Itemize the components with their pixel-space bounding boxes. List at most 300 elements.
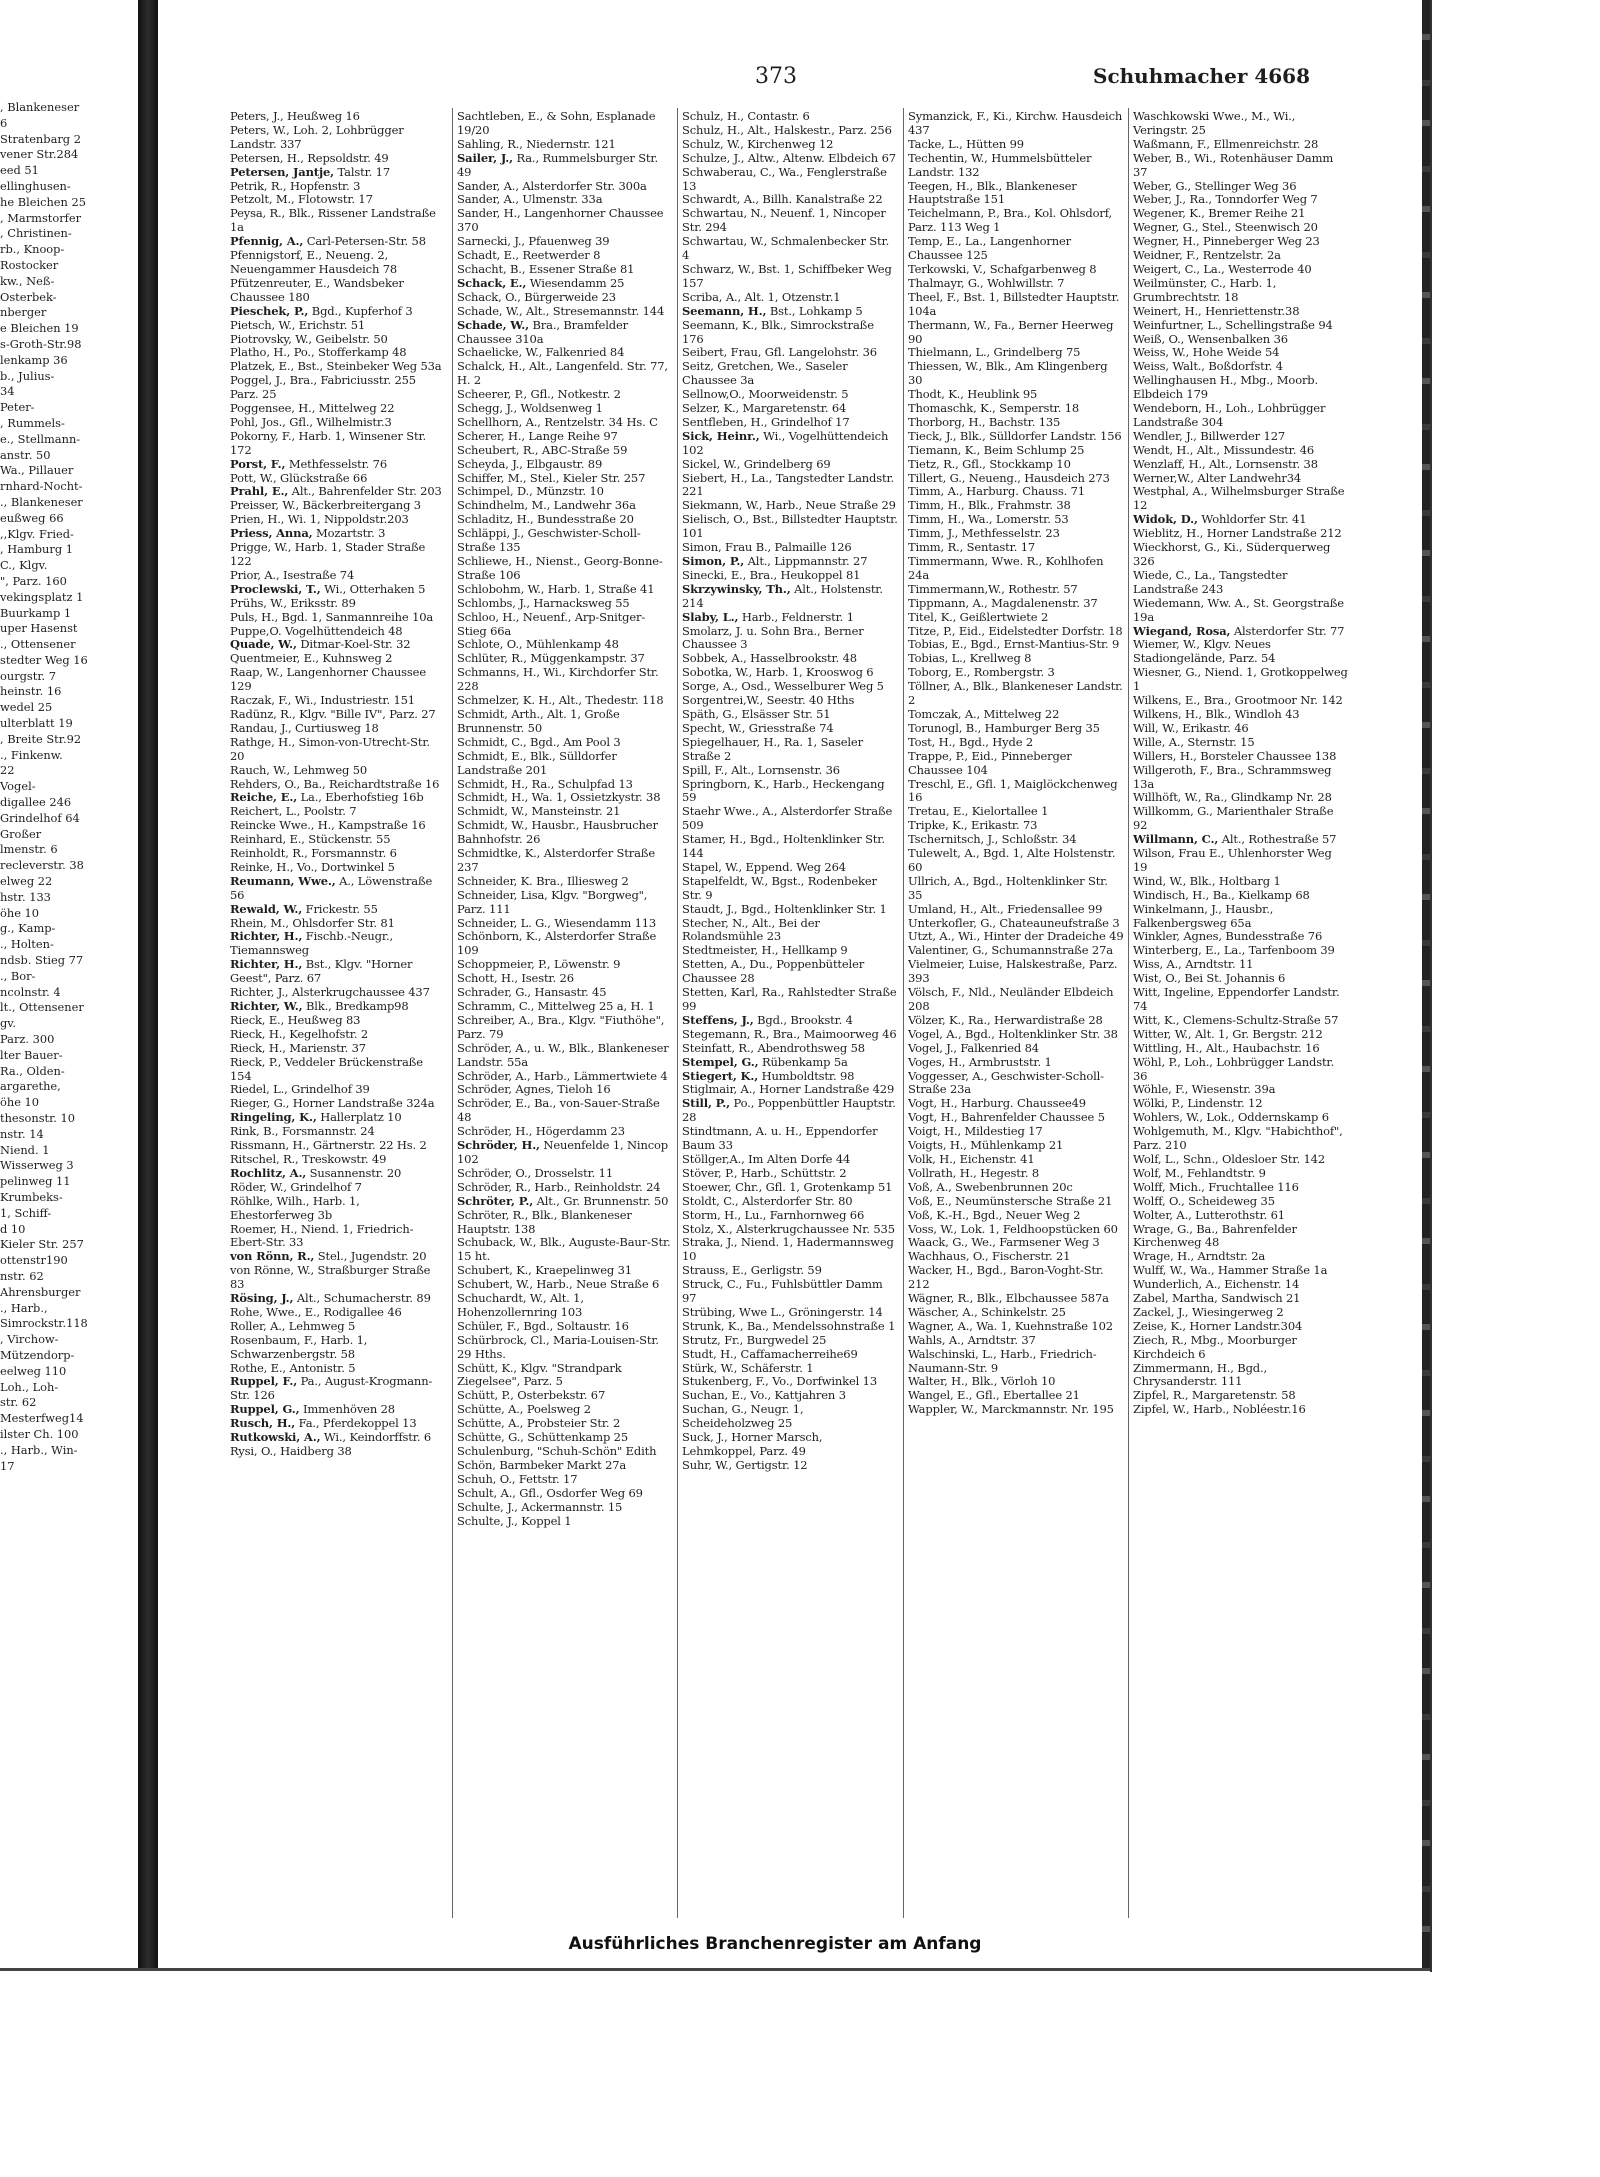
directory-entry	[682, 541, 898, 555]
directory-entry	[457, 972, 673, 986]
directory-entry	[230, 708, 446, 722]
entry-address: Ba., Reichardtstraße 16	[300, 776, 440, 791]
entry-address: u. W., Blk., Blankeneser Landstr. 55a	[457, 1040, 669, 1069]
directory-entry	[1133, 374, 1349, 402]
entry-address: Bra., Bramfelder Chaussee 310a	[457, 317, 628, 346]
entry-address: Methfesselstr. 23	[958, 526, 1060, 541]
entry-address: Fruchtallee 116	[1204, 1179, 1299, 1194]
entry-address: Palmaille 126	[771, 540, 852, 555]
entry-address: Osterbekstr. 67	[513, 1388, 606, 1403]
entry-name: Völzer, K.,	[908, 1012, 965, 1027]
entry-address: Harb., Nobléestr.16	[1189, 1402, 1306, 1417]
entry-address: Altw., Altenw. Elbdeich 67	[744, 150, 896, 165]
entry-address: Clemens-Schultz-Straße 57	[1179, 1012, 1339, 1027]
entry-address: Neuenf., Arp-Snitger-Stieg 66a	[457, 609, 646, 638]
directory-entry	[457, 708, 673, 736]
entry-name: Sailer, J.,	[457, 150, 513, 165]
previous-page-line: pelinweg 11	[0, 1174, 71, 1189]
entry-name: Randau, J.,	[230, 720, 292, 735]
entry-address: Gfl. 1, Grotenkamp 51	[762, 1179, 893, 1194]
entry-address: Bgd., Chrysanderstr. 111	[1133, 1360, 1268, 1389]
entry-address: Heublink 95	[963, 387, 1038, 402]
entry-address: Wiesenstr. 39a	[1188, 1082, 1276, 1097]
entry-address: Schellingstraße 94	[1221, 317, 1333, 332]
entry-name: Vogt, H.,	[908, 1096, 958, 1111]
directory-entry	[682, 1167, 898, 1181]
entry-address: Alsterkrugchaussee Nr. 535	[732, 1221, 895, 1236]
entry-name: Schütt, K.,	[457, 1360, 517, 1375]
directory-entry	[682, 958, 898, 986]
entry-name: Thodt, K.,	[908, 387, 964, 402]
directory-entry	[682, 416, 898, 430]
directory-entry	[682, 1028, 898, 1042]
directory-entry	[457, 1487, 673, 1501]
directory-entry	[1133, 972, 1349, 986]
directory-entry	[230, 346, 446, 360]
entry-name: Rieger, G.,	[230, 1096, 290, 1111]
entry-name: Stetten, A.,	[682, 957, 746, 972]
entry-address: Harb., Reinholdstr. 24	[530, 1179, 661, 1194]
entry-name: Wöhl, P.,	[1133, 1054, 1181, 1069]
entry-address: Wilhelmsburger Straße 12	[1133, 484, 1345, 513]
previous-page-line: ottenstr190	[0, 1253, 68, 1268]
entry-name: Röder, W.,	[230, 1179, 287, 1194]
entry-name: Widok, D.,	[1133, 512, 1198, 527]
entry-address: Alt., Bahrenfelder Str. 203	[288, 484, 442, 499]
directory-entry	[908, 750, 1124, 778]
directory-entry	[457, 1236, 673, 1264]
entry-address: Loh., Lohbrügger Landstr. 36	[1133, 1054, 1335, 1083]
directory-entry	[1133, 1181, 1349, 1195]
entry-address: Bgd., Hyde 2	[955, 734, 1034, 749]
entry-name: Rutkowski, A.,	[230, 1430, 321, 1445]
directory-entry	[1133, 138, 1349, 152]
entry-address: Hallerplatz 10	[316, 1110, 402, 1125]
directory-entry	[908, 1334, 1124, 1348]
entry-address: Drosselstr. 11	[530, 1165, 614, 1180]
entry-name: Puls, H.,	[230, 609, 279, 624]
directory-entry	[1133, 1125, 1349, 1153]
previous-page-line: ., Holten-	[0, 937, 54, 952]
entry-name: Sachtleben, E.,	[457, 110, 544, 123]
previous-page-line: ulterblatt 19	[0, 716, 73, 731]
directory-entry	[682, 430, 898, 458]
directory-entry	[230, 722, 446, 736]
entry-name: Will, W.,	[1133, 720, 1179, 735]
directory-entry	[230, 638, 446, 652]
entry-name: Voigts, H.,	[908, 1138, 967, 1153]
directory-entry	[682, 986, 898, 1014]
directory-entry	[457, 1389, 673, 1403]
entry-name: Prigge, W.,	[230, 540, 292, 555]
entry-address: Moorweidenstr. 5	[744, 387, 849, 402]
directory-entry	[457, 1278, 673, 1292]
entry-name: Schrader, G.,	[457, 985, 531, 1000]
entry-name: Tippmann, A.,	[908, 595, 988, 610]
entry-address: Rübenkamp 5a	[758, 1054, 848, 1069]
entry-name: Reumann, Wwe.,	[230, 873, 336, 888]
directory-entry	[230, 1195, 446, 1223]
directory-entry	[230, 124, 446, 152]
entry-address: Magdalenenstr. 37	[987, 595, 1098, 610]
directory-entry	[457, 819, 673, 847]
entry-address: Gärtnerstr. 22 Hs. 2	[309, 1138, 427, 1153]
entry-name: Wolff, O.,	[1133, 1193, 1185, 1208]
entry-address: "Schuh-Schön" Edith Schön, Barmbeker Markt 27a	[457, 1444, 657, 1472]
entry-address: Klgv. Neues Stadiongelände, Parz. 54	[1133, 637, 1276, 666]
entry-address: Harb. 1, Schwarzenbergstr. 58	[230, 1332, 368, 1361]
entry-name: Suchan, E.,	[682, 1388, 747, 1403]
entry-address: Harb. 1, Ehestorferweg 3b	[230, 1193, 360, 1222]
entry-name: Strunk, K.,	[682, 1318, 744, 1333]
entry-name: Sinecki, E.,	[682, 567, 747, 582]
entry-name: Schläppi, J.,	[457, 526, 525, 541]
entry-address: Eid., Pinneberger Chaussee 104	[908, 748, 1072, 777]
entry-name: Schulz, H.,	[682, 122, 744, 137]
entry-name: Strutz, Fr.,	[682, 1332, 744, 1347]
entry-name: Schwarz, W.,	[682, 261, 755, 276]
binding-edge	[1422, 0, 1430, 1970]
directory-entry	[457, 458, 673, 472]
directory-entry	[1133, 875, 1349, 889]
directory-entry	[457, 1125, 673, 1139]
previous-page-line: 17	[0, 1458, 15, 1473]
entry-address: Bst. 1, Billstedter Hauptstr. 104a	[908, 289, 1120, 318]
entry-address: Wi., Vogelhüttendeich 102	[682, 428, 889, 457]
entry-name: Schröder, R.,	[457, 1179, 531, 1194]
column-rule	[903, 108, 904, 1918]
directory-entry	[457, 611, 673, 639]
entry-name: Thomaschk, K.,	[908, 401, 996, 416]
entry-address: La., Tangstedter Landstr. 221	[682, 470, 895, 499]
directory-entry	[457, 319, 673, 347]
entry-address: Glückstraße 66	[276, 470, 368, 485]
entry-address: Blk., Sülldorfer Landstraße 201	[457, 748, 617, 777]
directory-entry	[908, 833, 1124, 847]
entry-address: Blk., Blankeneser Hauptstraße 151	[908, 178, 1077, 207]
entry-name: Tomczak, A.,	[908, 706, 981, 721]
entry-address: Erikastr. 46	[1178, 720, 1249, 735]
entry-address: Alt., Friedensallee 99	[976, 901, 1103, 916]
previous-page-line: Simrockstr.118	[0, 1316, 88, 1331]
directory-entry	[230, 930, 446, 958]
entry-address: Ditmar-Koel-Str. 32	[296, 637, 411, 652]
entry-name: Werner,W.,	[1133, 470, 1194, 485]
entry-name: Schlüter, R.,	[457, 651, 527, 666]
entry-name: Schulz, H.,	[682, 110, 744, 123]
entry-address: La., Tarfenboom 39	[1220, 943, 1335, 958]
directory-entry	[1133, 1056, 1349, 1084]
entry-name: Sellnow,O.,	[682, 387, 745, 402]
entry-address: Immenhöven 28	[299, 1402, 395, 1417]
directory-entry	[457, 1320, 673, 1334]
entry-address: Ba., Mendelssohnstraße 1	[743, 1318, 896, 1333]
directory-entry	[1133, 430, 1349, 444]
entry-name: Stegemann, R.,	[682, 1026, 770, 1041]
entry-address: Vo., Dortwinkel 5	[293, 859, 395, 874]
directory-entry	[908, 1056, 1124, 1070]
directory-entry	[682, 652, 898, 666]
entry-address: Eid., Eidelstedter Dorfstr. 18	[955, 623, 1123, 638]
directory-entry	[1133, 569, 1349, 597]
entry-address: Alt., Haubachstr. 16	[1202, 1040, 1320, 1055]
entry-address: Wa. 1, Kuehnstraße 102	[972, 1318, 1113, 1333]
entry-address: Flotowstr. 17	[294, 192, 373, 207]
entry-address: Horner Landstraße 212	[1203, 526, 1342, 541]
previous-page-line: ncolnstr. 4	[0, 984, 61, 999]
directory-entry	[457, 472, 673, 486]
entry-address: Arndtstr. 2a	[1193, 1249, 1266, 1264]
entry-name: Temp, E.,	[908, 234, 962, 249]
entry-address: Gfl. Langelohstr. 36	[761, 345, 877, 360]
directory-entry	[908, 402, 1124, 416]
entry-name: Späth, G.,	[682, 706, 739, 721]
entry-name: Schröder, A.,	[457, 1040, 531, 1055]
directory-entry	[1133, 207, 1349, 221]
directory-entry	[1133, 930, 1349, 944]
entry-name: Schalck, H.,	[457, 359, 526, 374]
directory-entry	[908, 736, 1124, 750]
previous-page-line: Mützendorp-	[0, 1347, 75, 1362]
directory-entry	[908, 541, 1124, 555]
entry-name: Symanzick, F.,	[908, 110, 990, 123]
directory-entry	[682, 291, 898, 305]
directory-entry	[1133, 597, 1349, 625]
entry-name: Roller, A.,	[230, 1318, 286, 1333]
entry-address: Ra., Rummelsburger Str. 49	[457, 150, 658, 179]
entry-address: Halskestraße, Parz. 393	[908, 957, 1118, 986]
directory-entry	[230, 1153, 446, 1167]
entry-name: Wunderlich, A.,	[1133, 1277, 1221, 1292]
entry-address: Nld., Neuländer Elbdeich 208	[908, 985, 1114, 1013]
entry-address: Bachstr. 135	[985, 414, 1061, 429]
entry-name: Rehders, O.,	[230, 776, 301, 791]
entry-address: Krellweg 8	[966, 651, 1032, 666]
entry-name: Stiglmair, A.,	[682, 1082, 756, 1097]
directory-entry	[457, 917, 673, 931]
entry-address: Geschwister-Scholl-Straße 23a	[908, 1068, 1104, 1097]
entry-address: We., Farmsener Weg 3	[967, 1235, 1100, 1250]
entry-name: Schütte, G.,	[457, 1430, 524, 1445]
directory-entry	[457, 1139, 673, 1167]
entry-name: Proclewski, T.,	[230, 581, 321, 596]
entry-address: Poolstr. 7	[300, 804, 357, 819]
entry-name: Voigt, H.,	[908, 1124, 961, 1139]
directory-entry	[1133, 958, 1349, 972]
directory-entry	[457, 889, 673, 917]
directory-entry	[1133, 847, 1349, 875]
entry-address: Geißlertwiete 2	[956, 609, 1049, 624]
directory-entry	[908, 291, 1124, 319]
directory-entry	[908, 1223, 1124, 1237]
entry-name: Timmermann,W.,	[908, 581, 1005, 596]
entry-name: Willkomm, G.,	[1133, 804, 1213, 819]
entry-address: Harb. 1, Stader Straße 122	[230, 540, 426, 568]
entry-name: Rauch, W.,	[230, 762, 290, 777]
entry-name: Vollrath, H.,	[908, 1165, 977, 1180]
entry-name: Witter, W.,	[1133, 1026, 1192, 1041]
directory-entry	[908, 805, 1124, 819]
entry-address: Horner Landstr.304	[1185, 1318, 1303, 1333]
entry-name: Wäscher, A.,	[908, 1304, 978, 1319]
entry-name: Stempel, G.,	[682, 1054, 759, 1069]
entry-address: Schmalenbecker Str. 4	[682, 234, 890, 263]
entry-address: Alt. 1, Große Brunnenstr. 50	[457, 706, 620, 735]
entry-name: Tost, H.,	[908, 734, 956, 749]
entry-address: Gertigstr. 12	[732, 1457, 808, 1472]
entry-name: Timm, R.,	[908, 540, 964, 555]
entry-address: Blk., Frahmstr. 38	[964, 498, 1071, 513]
entry-address: Ohlsdorfer Str. 81	[288, 915, 395, 930]
directory-entry	[682, 207, 898, 235]
entry-name: Vogel, A.,	[908, 1026, 962, 1041]
entry-name: Storm, H.,	[682, 1207, 741, 1222]
entry-address: Rombergstr. 3	[970, 665, 1055, 680]
entry-address: Bra., Fabriciusstr. 255 Parz. 25	[230, 373, 416, 402]
entry-address: Bra., Grootmoor Nr. 142	[1200, 693, 1343, 708]
directory-entry	[682, 1403, 898, 1431]
entry-address: Ba., Kielkamp 68	[1209, 887, 1310, 902]
directory-entry	[457, 263, 673, 277]
entry-address: Vo., Dorfwinkel 13	[768, 1374, 877, 1389]
entry-address: Blk., Vörloh 10	[968, 1374, 1056, 1389]
directory-entry	[1133, 903, 1349, 931]
entry-address: Langenhorner Chaussee 370	[457, 206, 664, 235]
directory-entry	[1133, 319, 1349, 333]
directory-entry	[908, 1111, 1124, 1125]
previous-page-line: lmenstr. 6	[0, 842, 58, 857]
directory-entry	[1133, 458, 1349, 472]
directory-entry	[1133, 110, 1349, 138]
entry-address: Niend. 1, Grotkoppelweg 1	[1133, 665, 1348, 694]
entry-address: Haidberg 38	[276, 1444, 352, 1458]
directory-entry	[457, 1097, 673, 1125]
directory-entry	[230, 666, 446, 694]
directory-entry	[682, 680, 898, 694]
directory-entry	[908, 1167, 1124, 1181]
entry-address: Gfl. 1, Maiglöckchenweg 16	[908, 776, 1118, 805]
directory-column-2	[457, 110, 673, 1930]
entry-name: Röhlke, Wilh.,	[230, 1193, 310, 1208]
entry-address: Harb., Heckengang 59	[682, 776, 885, 805]
directory-entry	[908, 1209, 1124, 1223]
entry-address: Hegestr. 8	[976, 1165, 1040, 1180]
directory-entry	[908, 1348, 1124, 1376]
entry-name: Steinfatt, R.,	[682, 1040, 754, 1055]
entry-name: Zeise, K.,	[1133, 1318, 1186, 1333]
entry-name: Schürbrock, Cl.,	[457, 1332, 550, 1347]
entry-address: Grindelhof 7	[286, 1179, 362, 1194]
entry-name: Peters, W.,	[230, 122, 290, 137]
directory-entry	[682, 235, 898, 263]
directory-entry	[908, 930, 1124, 944]
entry-address: Blk., Sülldorfer Landstr. 156	[956, 428, 1122, 443]
directory-column-4	[908, 110, 1124, 1930]
entry-name: Voß, E.,	[908, 1193, 952, 1208]
entry-address: Grindelberg 69	[740, 456, 831, 471]
entry-name: Wolter, A.,	[1133, 1207, 1192, 1222]
entry-address: Heußweg 16	[283, 110, 360, 123]
page-number: 373	[755, 64, 797, 89]
entry-name: Schwartau, W.,	[682, 234, 768, 249]
entry-name: Stedtmeister, H.,	[682, 943, 779, 958]
entry-address: Alsterdorfer Str. 77	[1230, 623, 1345, 638]
entry-name: Scheerer, P.,	[457, 387, 527, 402]
directory-entry	[1133, 1111, 1349, 1125]
entry-name: Platzek, E.,	[230, 359, 294, 374]
directory-entry	[908, 110, 1124, 138]
directory-entry	[682, 1459, 898, 1473]
entry-name: Ziech, R.,	[1133, 1332, 1188, 1347]
entry-name: Pfennig, A.,	[230, 234, 304, 249]
entry-address: Henriettenstr.38	[1201, 303, 1300, 318]
entry-name: Reichert, L.,	[230, 804, 301, 819]
directory-entry	[230, 333, 446, 347]
entry-address: Marckmannstr. Nr. 195	[977, 1402, 1114, 1417]
directory-entry	[230, 805, 446, 819]
entry-address: Stückenstr. 55	[304, 832, 391, 847]
entry-name: Raczak, F.,	[230, 693, 292, 708]
directory-entry	[1133, 1209, 1349, 1223]
entry-name: Skrzywinsky, Th.,	[682, 581, 791, 596]
entry-address: Mühlenkamp 48	[522, 637, 619, 652]
entry-address: Maria-Louisen-Str. 29 Hths.	[457, 1332, 659, 1361]
entry-name: Schüler, F.,	[457, 1318, 520, 1333]
entry-address: Bra., Klgv. "Fiuthöhe", Parz. 79	[457, 1012, 665, 1041]
entry-name: Wittling, H.,	[1133, 1040, 1203, 1055]
entry-name: Sander, A.,	[457, 178, 519, 193]
directory-entry	[908, 778, 1124, 806]
entry-name: Schulenburg,	[457, 1444, 534, 1458]
entry-address: Uhlenhorster Weg 19	[1133, 846, 1332, 874]
directory-entry	[457, 235, 673, 249]
entry-name: Weiss, W.,	[1133, 345, 1190, 360]
directory-entry	[230, 694, 446, 708]
entry-name: Rewald, W.,	[230, 901, 303, 916]
previous-page-line: ., Ottensener	[0, 637, 76, 652]
entry-address: Horner Marsch, Lehmkoppel, Parz. 49	[682, 1430, 823, 1458]
entry-name: Wellinghausen H.,	[1133, 373, 1237, 388]
entry-address: Vogelhüttendeich 48	[281, 623, 403, 638]
directory-entry	[682, 499, 898, 513]
directory-entry	[1133, 1306, 1349, 1320]
directory-entry	[682, 833, 898, 861]
entry-address: Gfl., Notkestr. 2	[526, 387, 621, 402]
previous-page-line: ourgstr. 7	[0, 668, 57, 683]
entry-name: Schmanns, H.,	[457, 665, 540, 680]
directory-entry	[230, 360, 446, 374]
directory-entry	[230, 527, 446, 541]
directory-entry	[908, 1306, 1124, 1320]
entry-address: Treskowstr. 49	[298, 1151, 387, 1166]
previous-page-line: Mesterfweg14	[0, 1411, 84, 1426]
entry-address: Bgd., Baron-Voght-Str. 212	[908, 1263, 1104, 1292]
entry-name: Voss, W.,	[908, 1221, 958, 1236]
entry-address: Harb. 1, Winsener Str. 172	[230, 428, 427, 457]
directory-entry	[682, 666, 898, 680]
entry-address: Lange Reihe 97	[524, 428, 618, 443]
directory-entry	[230, 541, 446, 569]
entry-name: Staudt, J.,	[682, 901, 738, 916]
entry-name: Voges, H.,	[908, 1054, 966, 1069]
directory-entry	[1133, 1083, 1349, 1097]
entry-name: Radünz, R.,	[230, 706, 296, 721]
entry-name: Rathge, H.,	[230, 734, 295, 749]
directory-entry	[230, 180, 446, 194]
previous-page-line: stedter Weg 16	[0, 652, 88, 667]
entry-address: Po., Poppenbüttler Hauptstr. 28	[682, 1096, 896, 1125]
directory-entry	[682, 1236, 898, 1264]
